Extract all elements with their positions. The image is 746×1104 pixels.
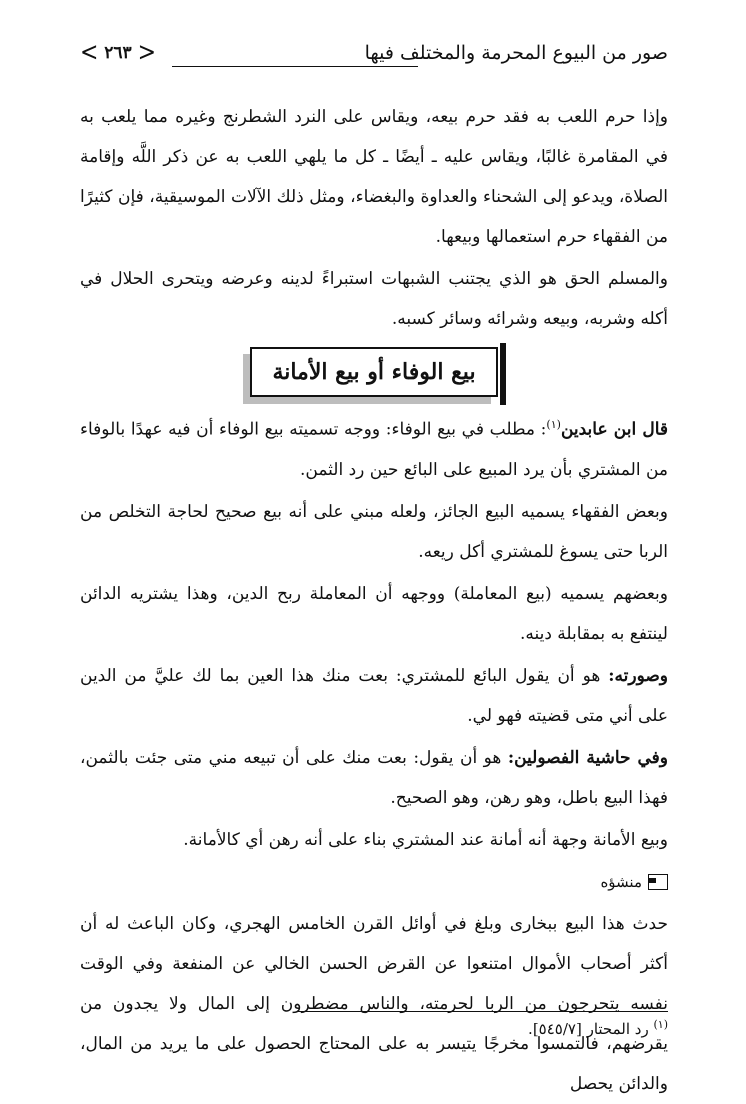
footnote-text: رد المحتار [٥٤٥/٧]. bbox=[528, 1020, 649, 1038]
topic-label: منشؤه bbox=[600, 872, 642, 891]
quote-source: قال ابن عابدين bbox=[560, 419, 669, 440]
term-label: وصورته: bbox=[608, 665, 668, 686]
paragraph-text: هو أن يقول: بعت منك على أن تبيعه مني متى جئت بالثمن، فهذا البيع باطل، وهو رهن، وهو الصحيح. bbox=[80, 747, 668, 808]
running-title: صور من البيوع المحرمة والمختلف فيها bbox=[364, 42, 668, 64]
topic-marker bbox=[80, 860, 668, 904]
paragraph: وبعضهم يسميه (بيع المعاملة) ووجهه أن المعاملة ربح الدين، وهذا يشتريه الدائن لينتفع به بمقابلة دينه. bbox=[80, 583, 668, 644]
paragraph: وبيع الأمانة وجهة أنه أمانة عند المشتري بناء على أنه رهن أي كالأمانة. bbox=[183, 829, 668, 850]
footnote-marker: (١) bbox=[653, 1018, 668, 1031]
paragraph: وإذا حرم اللعب به فقد حرم بيعه، ويقاس على النرد الشطرنج وغيره مما يلعب به في المقامرة غالبًا، ويقاس عليه ـ أيضًا ـ كل ما يلهي اللعب به عن ذكر اللَّه وإقامة الصلاة، ويدعو إلى الشحناء والعداوة والبغضاء، ومثل ذلك الآلات الموسيقية، فإن كثيرًا من الفقهاء حرم استعمالها وبيعها. bbox=[80, 107, 668, 247]
footnote-rule bbox=[298, 1011, 668, 1012]
section-heading bbox=[80, 339, 668, 405]
footnote bbox=[528, 1018, 668, 1038]
paragraph bbox=[80, 738, 668, 818]
paragraph-text: هو أن يقول البائع للمشتري: بعت منك هذا العين بما لك عليَّ من الدين على أني متى قضيته فهو لي. bbox=[80, 665, 668, 726]
paragraph bbox=[80, 656, 668, 736]
paragraph-text: : مطلب في بيع الوفاء: ووجه تسميته بيع الوفاء أن فيه عهدًا بالوفاء من المشتري بأن يرد المبيع على البائع حين رد الثمن. bbox=[80, 419, 668, 480]
header-rule bbox=[172, 66, 418, 67]
body-text bbox=[80, 97, 668, 1104]
term-label: وفي حاشية الفصولين: bbox=[507, 747, 668, 768]
section-title-box bbox=[250, 347, 497, 397]
paragraph: والمسلم الحق هو الذي يجتنب الشبهات استبراءً لدينه وعرضه ويتحرى الحلال في أكله وشربه، وبيعه وشرائه وسائر كسبه. bbox=[80, 269, 668, 329]
paragraph: حدث هذا البيع ببخارى وبلغ في أوائل القرن الخامس الهجري، وكان الباعث له أن أكثر أصحاب الأموال امتنعوا عن القرض الحسن الخالي عن المنفعة وفي الوقت نفسه يتحرجون من الربا لحرمته، والناس مضطرون إلى المال ولا يجدون من يقرضهم، فالتمسوا مخرجًا يتيسر به على المحتاج الحصول على ما يريد من المال، والدائن يحصل bbox=[80, 913, 668, 1094]
page-header bbox=[80, 38, 668, 80]
footnote-ref: (١) bbox=[546, 418, 561, 431]
paragraph: وبعض الفقهاء يسميه البيع الجائز، ولعله مبني على أنه بيع صحيح لحاجة التخلص من الربا حتى يسوغ للمشتري أكل ريعه. bbox=[80, 501, 668, 562]
book-marker-icon bbox=[648, 874, 668, 890]
paragraph bbox=[80, 405, 668, 490]
page-number: < ٢٦٣ > bbox=[80, 40, 156, 66]
section-title: بيع الوفاء أو بيع الأمانة bbox=[272, 359, 476, 385]
